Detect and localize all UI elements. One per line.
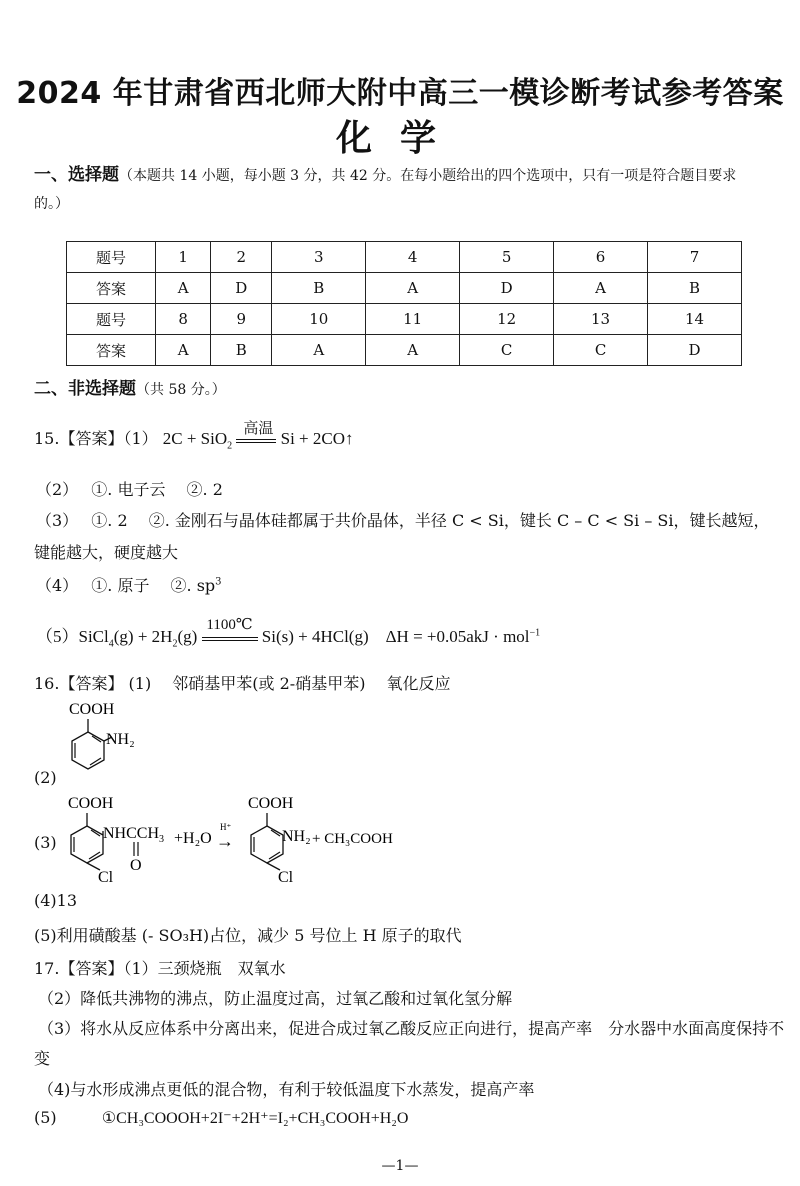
s3-plus-acid: + CH₃COOH	[312, 831, 393, 847]
eq5-right: Si(s) + 4HCl(g) ΔH = +0.05akJ · mol	[261, 627, 530, 646]
section2-heading-line	[34, 374, 226, 399]
section1-heading-line	[34, 160, 736, 185]
q16-p5: (5)利用磺酸基 (- SO₃H)占位，减少 5 号位上 H 原子的取代	[34, 926, 462, 945]
table-cell: B	[648, 273, 742, 304]
q16-line1: 16.【答案】 (1) 邻硝基甲苯(或 2-硝基甲苯) 氧化反应	[34, 674, 451, 693]
table-cell: 6	[554, 242, 648, 273]
table-cell: A	[554, 273, 648, 304]
q15-p4-text: （4） ①. 原子 ②. sp	[36, 576, 216, 595]
s3-catalyst: H⁺	[220, 822, 232, 832]
q17-p3-line1: （3）将水从反应体系中分离出来，促进合成过氧乙酸反应正向进行，提高产率 分水器中水面高度保持不	[38, 1019, 785, 1038]
table-row	[67, 242, 742, 273]
q15-p5	[36, 617, 541, 650]
q15-p4	[36, 573, 222, 596]
q17-line1: 17.【答案】（1）三颈烧瓶 双氧水	[34, 959, 286, 978]
q17-p4: （4)与水形成沸点更低的混合物，有利于较低温度下水蒸发，提高产率	[38, 1080, 535, 1099]
table-cell: C	[554, 335, 648, 366]
page-number: —1—	[381, 1158, 419, 1174]
table-cell: D	[460, 273, 554, 304]
eq5-left2: (g) + 2H	[113, 627, 173, 646]
s3-cl1-label: Cl	[98, 869, 114, 886]
section2-heading: 二、非选择题	[34, 379, 136, 399]
s3-o-label: O	[130, 857, 142, 874]
s3-plus-water: +H₂O	[174, 830, 212, 847]
table-cell: 4	[366, 242, 460, 273]
q15-p3-line2: 键能越大，硬度越大	[34, 543, 179, 562]
s3-nh2-label: NH₂	[282, 828, 311, 845]
subject-title: 化学	[335, 118, 464, 159]
table-cell: A	[366, 273, 460, 304]
eq1-condition: 高温	[243, 419, 274, 438]
document-title: 2024 年甘肃省西北师大附中高三一模诊断考试参考答案	[16, 76, 784, 111]
s3-benzene-ring-1	[71, 826, 103, 863]
q16-p4: (4)13	[34, 891, 78, 910]
s2-double-bond-2	[90, 758, 101, 765]
s2-nh2-label: NH₂	[106, 731, 135, 748]
q17-p3-line2: 变	[34, 1049, 51, 1068]
q15-p3-line1: （3） ①. 2 ②. 金刚石与晶体硅都属于共价晶体，半径 C < Si，键长 C – C < Si – Si，键长越短，	[36, 511, 770, 530]
q17-p2: （2）降低共沸物的沸点，防止温度过高，过氧乙酸和过氧化氢分解	[38, 989, 513, 1008]
eq5-left3: (g)	[177, 627, 198, 646]
table-cell: D	[648, 335, 742, 366]
eq5-left2-sub: 2	[172, 638, 178, 650]
eq5-left: SiCl	[78, 627, 109, 646]
eq5-arrow	[202, 617, 258, 641]
table-cell: 1	[156, 242, 211, 273]
q17-p5-equation: ①CH₃COOOH+2I⁻+2H⁺=I₂+CH₃COOH+H₂O	[101, 1110, 409, 1127]
s3-r2-db2	[269, 852, 280, 859]
q15-line1	[34, 419, 354, 452]
table-cell: 9	[211, 304, 272, 335]
table-cell: 12	[460, 304, 554, 335]
table-cell: A	[272, 335, 366, 366]
table-row	[67, 335, 742, 366]
table-row-label: 答案	[67, 273, 156, 304]
q15-prefix: 15.【答案】（1）	[34, 429, 158, 448]
section1-note: （本题共 14 小题，每小题 3 分，共 42 分。在每小题给出的四个选项中，只有一项是符合题目要求	[119, 168, 737, 184]
table-cell: 8	[156, 304, 211, 335]
q15-eq1	[162, 419, 354, 452]
q17-p5-label: (5)	[34, 1108, 57, 1127]
table-cell: D	[211, 273, 272, 304]
q15-p2: （2） ①. 电子云 ②. 2	[36, 480, 223, 499]
s2-benzene-ring	[72, 732, 104, 769]
table-cell: A	[156, 335, 211, 366]
structure-anthranilic-acid	[30, 694, 210, 786]
table-cell: B	[211, 335, 272, 366]
s3-arrow: →	[216, 831, 234, 851]
table-cell: 11	[366, 304, 460, 335]
s3-cl2-label: Cl	[278, 869, 294, 886]
eq1-arrow	[236, 419, 276, 443]
q16-p2-label: (2)	[34, 768, 57, 787]
q15-p5-prefix: （5）	[36, 627, 79, 646]
table-cell: 5	[460, 242, 554, 273]
s3-cooh1-label: COOH	[68, 795, 114, 812]
eq5-left-sub: 4	[108, 638, 114, 650]
section2-note: （共 58 分。）	[136, 382, 226, 398]
s2-cooh-label: COOH	[69, 701, 115, 718]
s3-cooh2-label: COOH	[248, 795, 294, 812]
eq5-right-sup: −1	[529, 627, 541, 639]
s3-benzene-ring-2	[251, 826, 283, 863]
table-row	[67, 273, 742, 304]
table-cell: A	[366, 335, 460, 366]
q16-p3-label: (3)	[34, 833, 57, 852]
eq1-right: Si + 2CO↑	[280, 429, 354, 448]
table-cell: B	[272, 273, 366, 304]
table-row-label: 题号	[67, 304, 156, 335]
section1-heading: 一、选择题	[34, 165, 119, 185]
section1-note-cont: 的。）	[34, 196, 69, 212]
s3-r1-db2	[89, 852, 100, 859]
eq1-left-sub: 2	[227, 440, 233, 452]
table-cell: 7	[648, 242, 742, 273]
s3-nh-sub: 3	[159, 834, 165, 845]
s3-nh-text: NHCCH	[103, 825, 160, 842]
table-row-label: 答案	[67, 335, 156, 366]
table-cell: A	[156, 273, 211, 304]
table-cell: 3	[272, 242, 366, 273]
reaction-hydrolysis	[52, 790, 472, 890]
table-row	[67, 304, 742, 335]
table-cell: 2	[211, 242, 272, 273]
eq5-condition: 1100℃	[206, 617, 253, 634]
table-cell: 13	[554, 304, 648, 335]
table-row-label: 题号	[67, 242, 156, 273]
q17-p5	[34, 1108, 408, 1128]
table-cell: C	[460, 335, 554, 366]
answer-table	[66, 241, 742, 366]
table-cell: 10	[272, 304, 366, 335]
eq1-left: 2C + SiO	[162, 429, 228, 448]
table-cell: 14	[648, 304, 742, 335]
q15-p4-sup: 3	[215, 576, 222, 588]
